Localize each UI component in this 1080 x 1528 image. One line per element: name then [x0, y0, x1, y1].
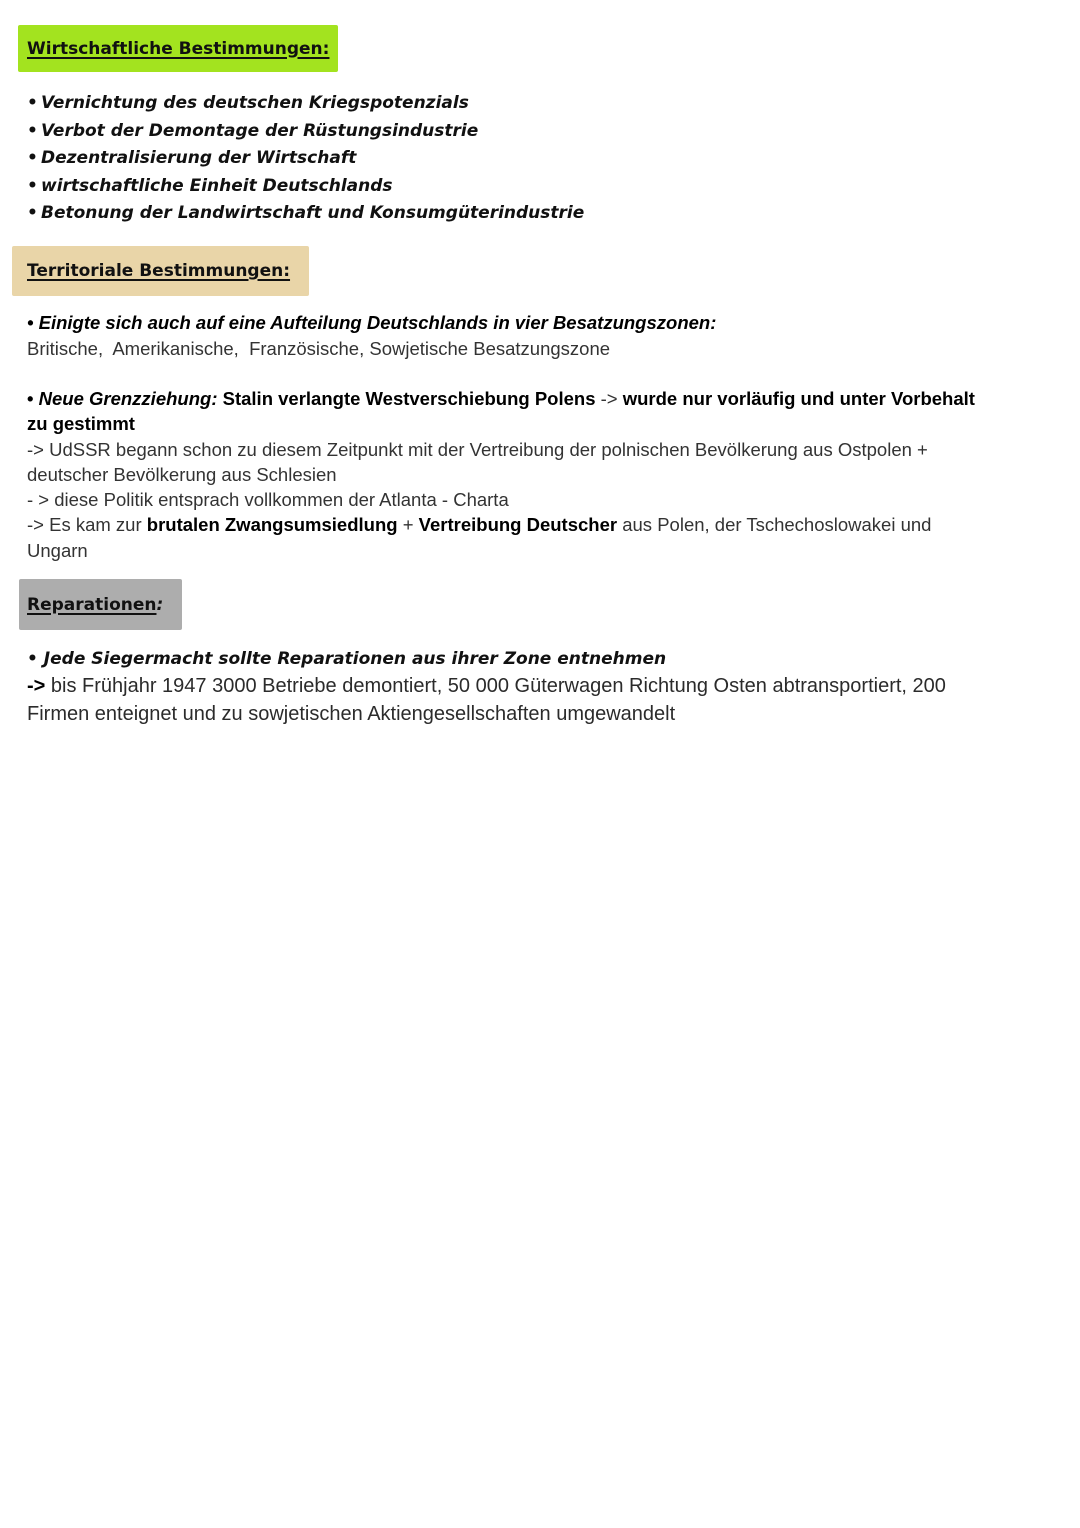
economic-list — [27, 90, 584, 228]
expulsion-suffix: aus Polen, der Tschechoslowakei und Ungarn — [27, 514, 932, 561]
reparations-block — [27, 646, 997, 728]
bullet: • — [27, 120, 38, 141]
list-item — [27, 145, 584, 173]
bullet: • — [27, 388, 34, 409]
list-item-text: wirtschaftliche Einheit Deutschlands — [41, 175, 393, 196]
expulsion-plus: + — [397, 514, 419, 536]
list-item — [27, 200, 584, 228]
reparations-detail-arrow: -> — [27, 675, 46, 697]
territorial-heading-box — [12, 246, 309, 296]
note-forced-resettlement — [27, 512, 977, 563]
reparations-heading-box — [19, 579, 182, 630]
border-result: wurde nur vorläufig und unter Vorbehalt zu gestimmt — [27, 388, 975, 435]
note-expulsion-poland: -> UdSSR begann schon zu diesem Zeitpunkt mit der Vertreibung der polnischen Bevölkerung aus Ostpolen + deutscher Bevölkerung aus Schlesien — [27, 438, 928, 485]
bullet: • — [27, 649, 38, 669]
reparations-title — [27, 646, 997, 672]
note-atlantic-charter: - > diese Politik entsprach vollkommen der Atlanta - Charta — [27, 489, 509, 511]
border-demand: Stalin verlangte Westverschiebung Polens — [222, 388, 596, 409]
reparations-detail-text: bis Frühjahr 1947 3000 Betriebe demontiert, 50 000 Güterwagen Richtung Osten abtransportiert, 200 Firmen enteignet und zu sowjetischen Aktiengesellschaften umgewandelt — [27, 675, 946, 725]
reparations-heading: Reparationen — [27, 594, 157, 615]
border-paragraph — [27, 386, 977, 437]
list-item-text: Dezentralisierung der Wirtschaft — [41, 148, 357, 168]
reparations-title-text: Jede Siegermacht sollte Reparationen aus ihrer Zone entnehmen — [43, 649, 667, 669]
bullet: • — [27, 148, 38, 168]
expulsion-bold-2: Vertreibung Deutscher — [418, 514, 618, 536]
bullet: • — [27, 312, 34, 333]
occupation-zones-block — [27, 310, 977, 362]
reparations-detail — [27, 672, 997, 728]
list-item — [27, 90, 584, 118]
list-item — [27, 173, 584, 201]
expulsion-bold-1: brutalen Zwangsumsiedlung — [146, 514, 398, 536]
territorial-heading: Territoriale Bestimmungen: — [27, 261, 291, 281]
bullet: • — [27, 203, 38, 223]
bullet: • — [27, 175, 38, 196]
list-item-text: Betonung der Landwirtschaft und Konsumgüterindustrie — [41, 203, 585, 223]
border-block — [27, 386, 977, 563]
occupation-zones-title-text: Einigte sich auch auf eine Aufteilung Deutschlands in vier Besatzungszonen: — [38, 312, 717, 333]
reparations-heading-colon: : — [156, 594, 164, 615]
expulsion-prefix: -> Es kam zur — [27, 514, 147, 536]
border-arrow: -> — [600, 388, 618, 409]
border-label: Neue Grenzziehung: — [38, 388, 218, 409]
economic-heading: Wirtschaftliche Bestimmungen: — [27, 38, 330, 59]
list-item — [27, 118, 584, 146]
occupation-zones-title — [27, 310, 977, 336]
bullet: • — [27, 93, 38, 113]
list-item-text: Vernichtung des deutschen Kriegspotenzials — [41, 93, 469, 113]
list-item-text: Verbot der Demontage der Rüstungsindustrie — [41, 120, 479, 141]
occupation-zones-list: Britische, Amerikanische, Französische, Sowjetische Besatzungszone — [27, 338, 611, 359]
economic-heading-box — [18, 25, 338, 72]
